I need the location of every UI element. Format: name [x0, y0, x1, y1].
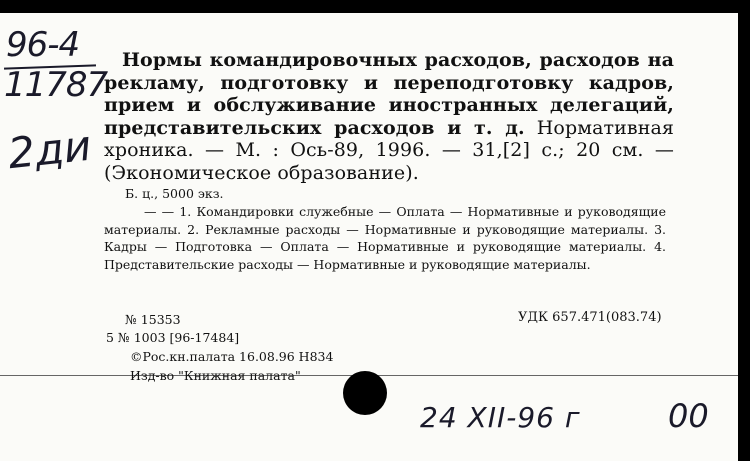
handwritten-tail-note: 00 [668, 397, 709, 435]
shelf-mark-bottom: 11787 [4, 65, 108, 105]
udk-code: УДК 657.471(083.74) [518, 310, 662, 325]
registration-number: 5 № 1003 [96-17484] [106, 330, 240, 345]
title-lead: Нормы командировочных расходов, расходов на рекламу, подготовку и переподготовку кадров, прием и обслуживание иностранных делегаций, представительских расходов и т. д. [104, 49, 674, 139]
copyright-line: ©Рос.кн.палата 16.08.96 Н834 [130, 349, 334, 364]
margin-handwritten-note: 2ди [5, 120, 94, 179]
shelf-mark-top: 96-4 [6, 25, 80, 65]
title-rest: Нормативная хроника. — М. : Ось-89, 1996. — 31,[2] с.; 20 см. — (Экономическое образование). [104, 116, 674, 184]
price-line: Б. ц., 5000 экз. [125, 186, 224, 201]
catalog-card [0, 13, 738, 461]
subject-headings: — — 1. Командировки служебные — Оплата — Нормативные и руководящие материалы. 2. Рекламные расходы — Нормативные и руководящие материалы. 3. Кадры — Подготовка — Оплата — Нормативные и руководящие материалы. 4. Представительские расходы — Нормативные и руководящие материалы. [104, 204, 666, 272]
handwritten-date: 24 ХII-96 г [420, 401, 581, 434]
bibliographic-description [104, 49, 674, 184]
punch-hole [343, 371, 387, 415]
publisher-line: Изд-во "Книжная палата" [130, 368, 301, 383]
record-number: № 15353 [125, 312, 181, 327]
